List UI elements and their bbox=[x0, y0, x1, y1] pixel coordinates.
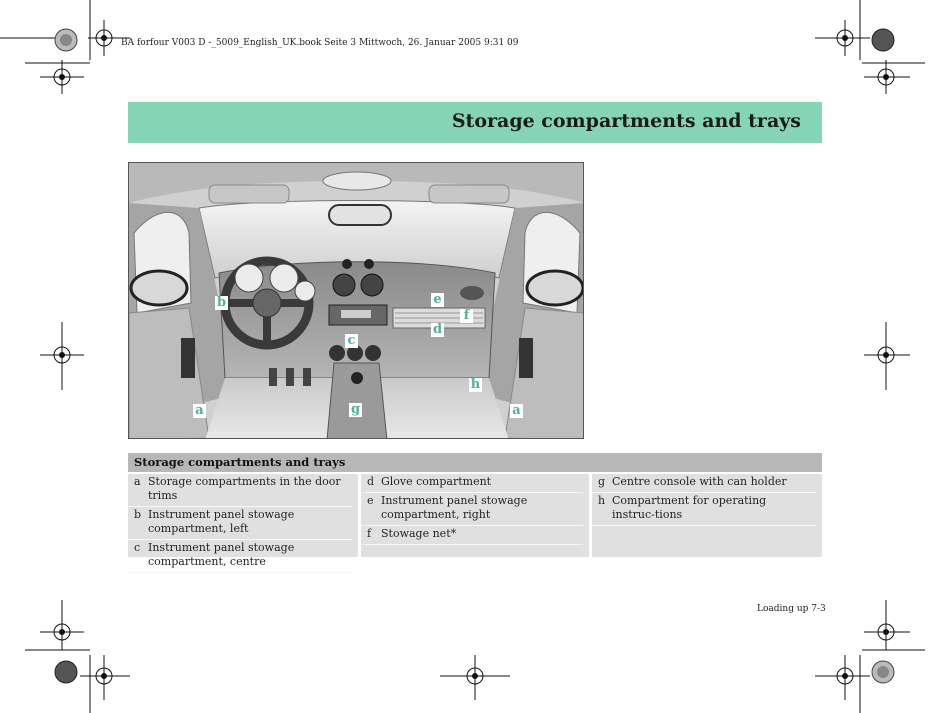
legend-letter: c bbox=[134, 541, 141, 554]
callout-f: f bbox=[460, 309, 473, 323]
legend-letter: e bbox=[367, 494, 374, 507]
callout-b: b bbox=[216, 295, 227, 310]
legend-item bbox=[361, 526, 583, 545]
legend-letter: g bbox=[598, 475, 606, 488]
legend-letter: a bbox=[134, 475, 141, 488]
legend-letter: f bbox=[367, 527, 372, 540]
legend-item bbox=[592, 493, 816, 526]
callout-a-right: a bbox=[510, 404, 523, 418]
callout-d: d bbox=[432, 322, 443, 337]
legend-text: Stowage net* bbox=[381, 527, 457, 540]
legend-item bbox=[361, 474, 583, 493]
legend-letter: d bbox=[367, 475, 375, 488]
legend-item bbox=[361, 493, 583, 526]
legend-text: Glove compartment bbox=[381, 475, 492, 488]
legend-table-title: Storage compartments and trays bbox=[134, 455, 346, 469]
callout-e: e bbox=[431, 293, 444, 307]
legend-table-header bbox=[128, 453, 822, 472]
legend-text: Compartment for operating instruc-tions bbox=[612, 494, 767, 521]
callout-h: h bbox=[470, 377, 481, 392]
callout-g: g bbox=[350, 402, 361, 417]
legend-text: Storage compartments in the door trims bbox=[148, 475, 341, 502]
legend-item bbox=[128, 474, 352, 507]
car-interior-drawing bbox=[129, 163, 584, 439]
page-footer: Loading up 7-3 bbox=[757, 604, 826, 614]
legend-item bbox=[128, 507, 352, 540]
legend-text: Instrument panel stowage compartment, centre bbox=[148, 541, 295, 568]
print-header: BA forfour V003 D -_5009_English_UK.book Seite 3 Mittwoch, 26. Januar 2005 9:31 09 bbox=[121, 38, 519, 48]
legend-item bbox=[128, 540, 352, 573]
legend-letter: h bbox=[598, 494, 606, 507]
interior-illustration bbox=[128, 162, 584, 439]
legend-column-3 bbox=[592, 474, 822, 557]
legend-item bbox=[592, 474, 816, 493]
legend-text: Instrument panel stowage compartment, left bbox=[148, 508, 295, 535]
legend-letter: b bbox=[134, 508, 142, 521]
legend-text: Instrument panel stowage compartment, right bbox=[381, 494, 528, 521]
legend-text: Centre console with can holder bbox=[612, 475, 787, 488]
legend-column-2 bbox=[361, 474, 589, 557]
legend-column-1 bbox=[128, 474, 358, 568]
page-title: Storage compartments and trays bbox=[451, 110, 801, 132]
callout-c: c bbox=[345, 334, 358, 348]
title-band bbox=[128, 102, 822, 143]
callout-a-left: a bbox=[193, 404, 206, 418]
